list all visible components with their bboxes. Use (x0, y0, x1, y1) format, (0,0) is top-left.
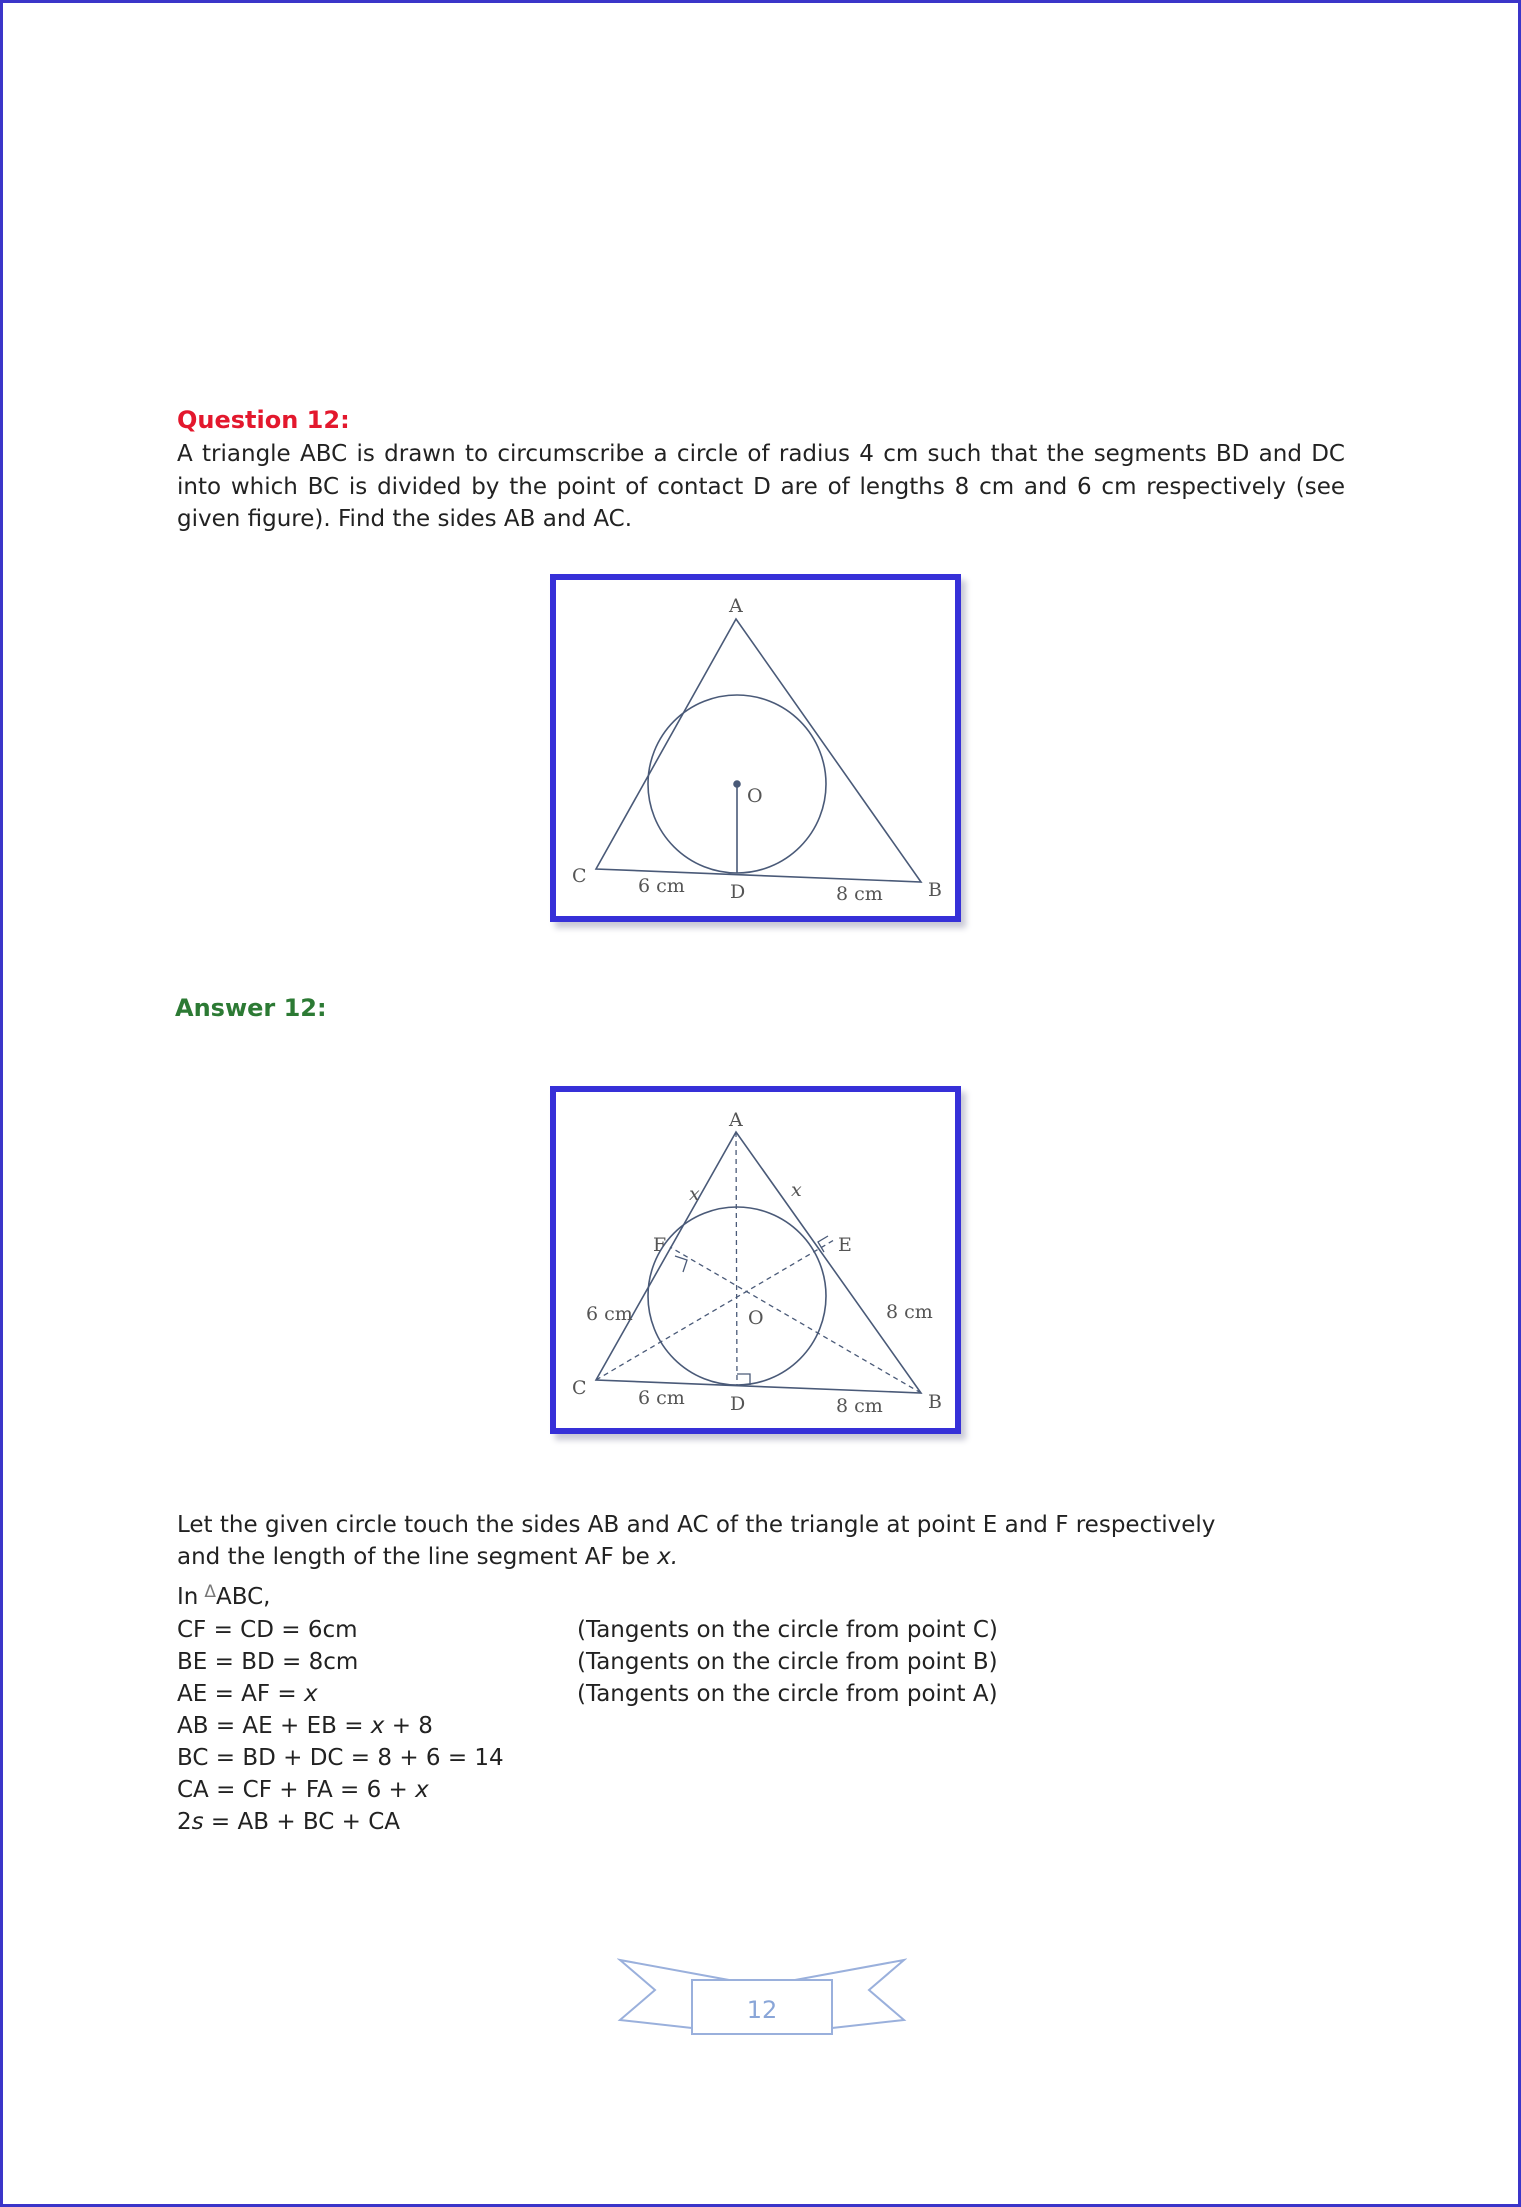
answer-intro-line2 (177, 1544, 678, 1570)
label-d: D (730, 1393, 746, 1415)
triangle-symbol-icon: Δ (204, 1582, 217, 1602)
question-text: A triangle ABC is drawn to circumscribe a circle of radius 4 cm such that the segments BD and DC into which BC is divided by the point of contact D are of lengths 8 cm and 6 cm respectively (see given figure). Find the sides AB and AC. (177, 441, 1345, 532)
right-angle-d (737, 1374, 750, 1385)
eq-variable: x (415, 1777, 429, 1803)
label-dc: 6 cm (638, 875, 685, 897)
label-b: B (928, 879, 942, 901)
label-c: C (572, 865, 587, 887)
eq-variable: x (370, 1713, 385, 1739)
equation-line: CF = CD = 6cm (177, 1617, 358, 1643)
dashed-ad (736, 1132, 737, 1385)
page-number: 12 (746, 1996, 778, 2024)
label-dc: 6 cm (638, 1387, 685, 1409)
label-bd: 8 cm (836, 1395, 883, 1417)
label-o: O (748, 1307, 764, 1329)
abc-label: ABC, (216, 1584, 271, 1610)
eq-text: = AB + BC + CA (203, 1809, 401, 1835)
equation-line (177, 1681, 318, 1707)
intro-variable: x. (657, 1544, 679, 1570)
eq-text: AB = AE + EB = (177, 1713, 371, 1739)
eq-variable: x (304, 1681, 318, 1707)
equation-line: BC = BD + DC = 8 + 6 = 14 (177, 1745, 504, 1771)
eq-text: 2 (177, 1809, 192, 1835)
answer-figure (550, 1086, 961, 1434)
intro-text: and the length of the line segment AF be (177, 1544, 658, 1570)
label-o: O (747, 785, 763, 807)
label-be: 8 cm (886, 1301, 933, 1323)
right-angle-f (675, 1256, 687, 1272)
dashed-bf (670, 1247, 921, 1393)
triangle-abc (596, 619, 921, 882)
equation-line (177, 1713, 433, 1739)
label-d: D (730, 881, 746, 903)
eq-variable: s (191, 1809, 204, 1835)
answer-intro-line1: Let the given circle touch the sides AB and AC of the triangle at point E and F respectively (177, 1512, 1216, 1538)
equation-line (177, 1809, 400, 1835)
triangle-abc (596, 1132, 921, 1393)
in-triangle-line (177, 1584, 271, 1610)
equation-reason: (Tangents on the circle from point C) (577, 1617, 998, 1643)
eq-text: + 8 (384, 1713, 433, 1739)
eq-text: CA = CF + FA = 6 + (177, 1777, 416, 1803)
in-label: In (177, 1584, 199, 1610)
label-c: C (572, 1377, 587, 1399)
label-x-ae: x (791, 1179, 802, 1201)
label-b: B (928, 1391, 942, 1413)
label-a: A (729, 595, 743, 617)
page-number-ribbon (617, 1958, 907, 2042)
answer-heading: Answer 12: (175, 994, 327, 1022)
equation-line: BE = BD = 8cm (177, 1649, 359, 1675)
label-a: A (729, 1109, 743, 1131)
label-cf: 6 cm (586, 1303, 633, 1325)
equation-reason: (Tangents on the circle from point B) (577, 1649, 998, 1675)
label-f: F (653, 1234, 667, 1256)
equation-line (177, 1777, 429, 1803)
label-bd: 8 cm (836, 883, 883, 905)
label-x-af: x (689, 1183, 700, 1205)
eq-text: AE = AF = (177, 1681, 305, 1707)
question-figure (550, 574, 961, 922)
equation-reason: (Tangents on the circle from point A) (577, 1681, 998, 1707)
center-dot (734, 781, 740, 787)
question-heading: Question 12: (177, 406, 350, 434)
label-e: E (838, 1234, 852, 1256)
